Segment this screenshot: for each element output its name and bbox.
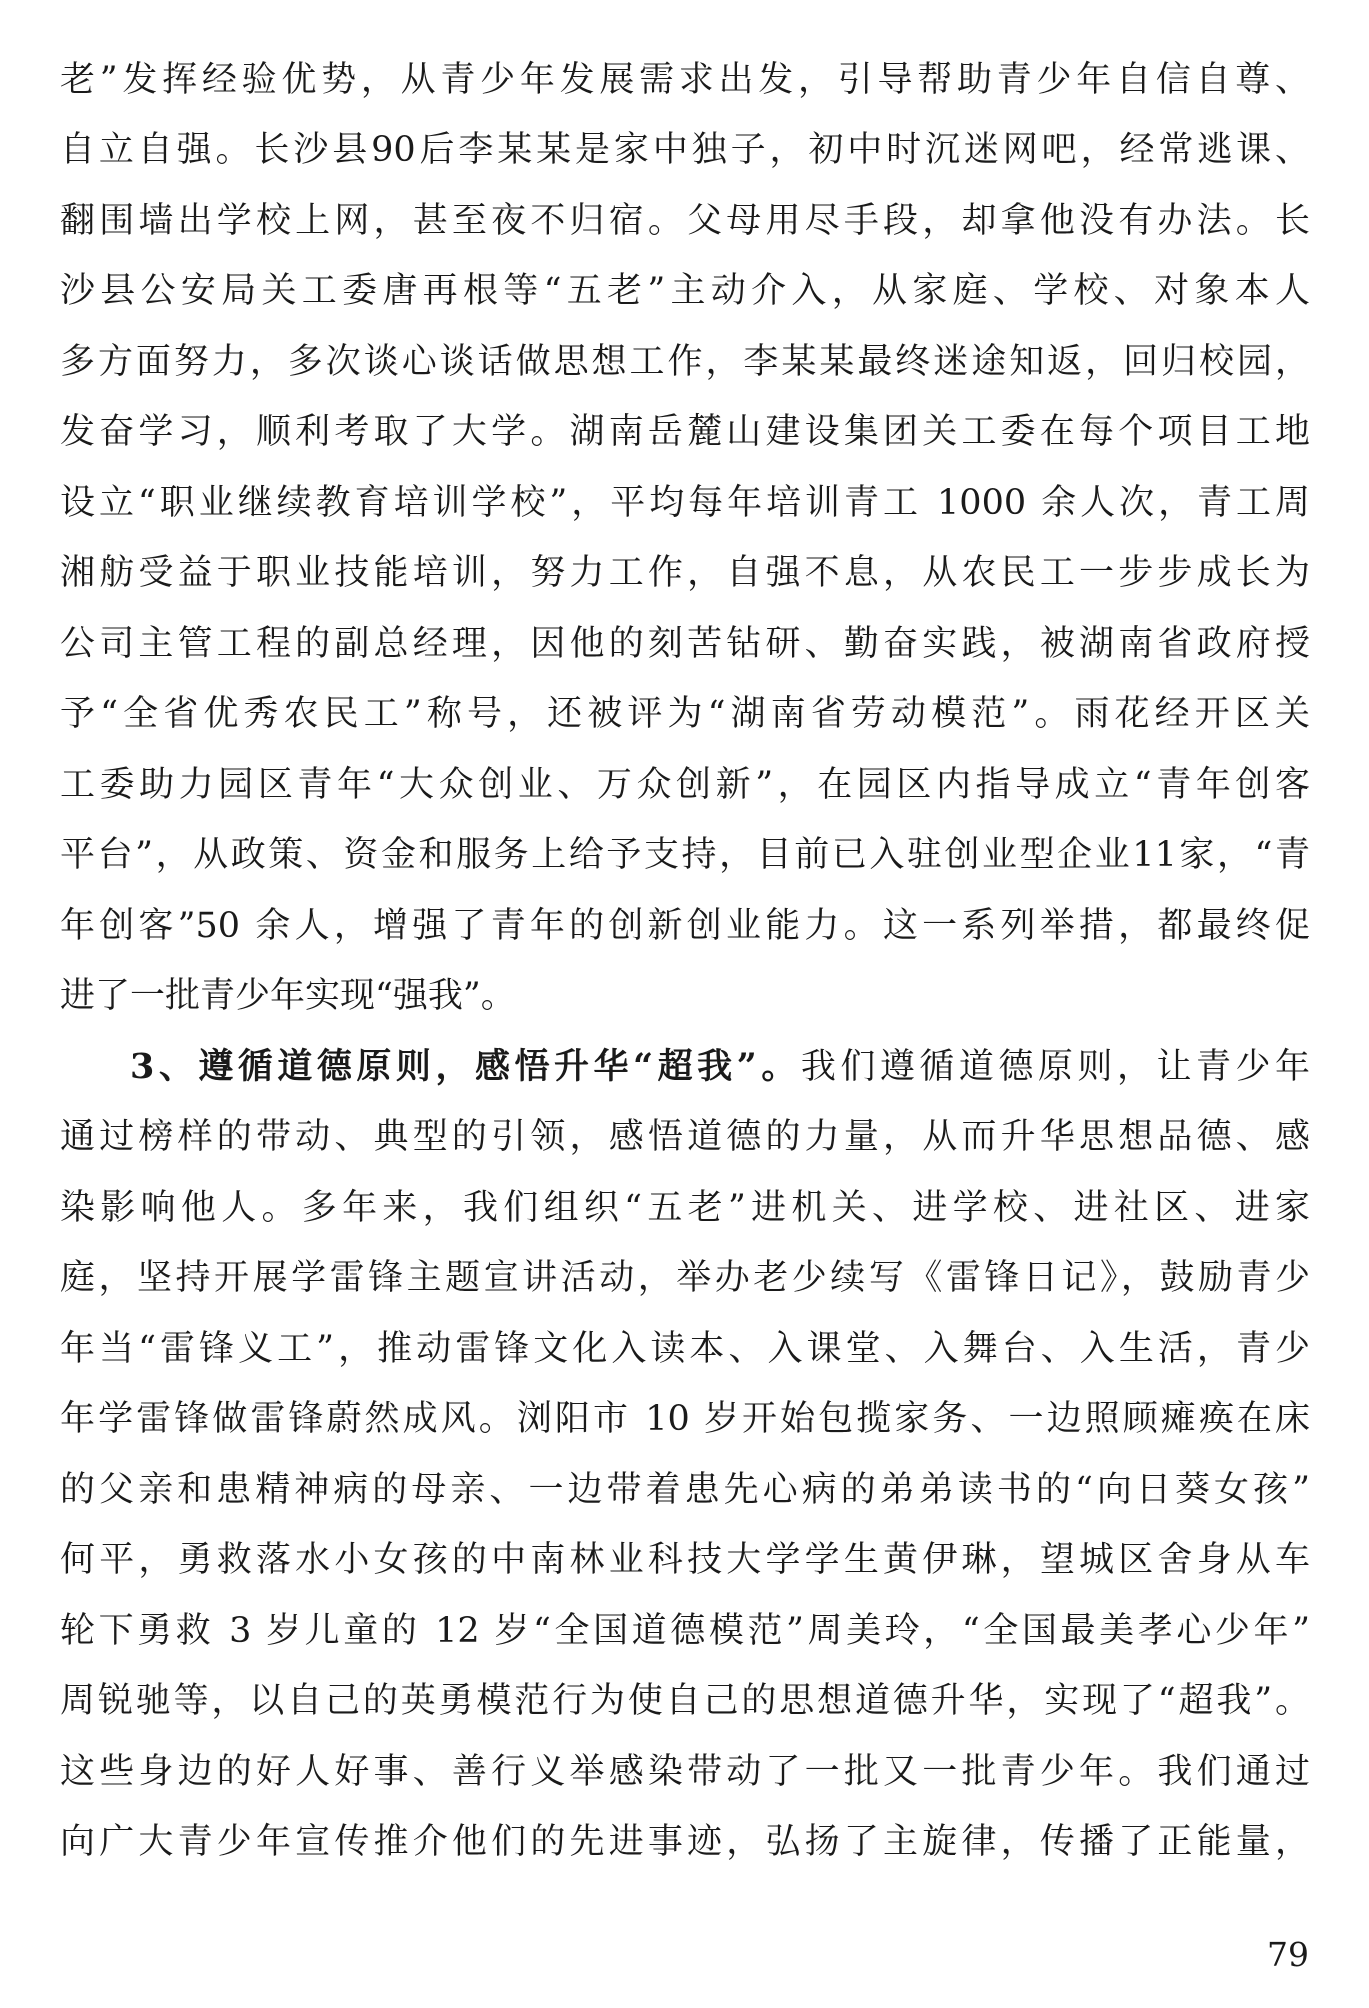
text-line: 周锐驰等，以自己的英勇模范行为使自己的思想道德升华，实现了“超我”。	[60, 1681, 1310, 1721]
text-line: 公司主管工程的副总经理，因他的刻苦钻研、勤奋实践，被湖南省政府授	[60, 624, 1310, 664]
text-line: 的父亲和患精神病的母亲、一边带着患先心病的弟弟读书的“向日葵女孩”	[60, 1470, 1310, 1510]
text-line: 年创客”50 余人，增强了青年的创新创业能力。这一系列举措，都最终促	[60, 906, 1310, 946]
text-line: 湘舫受益于职业技能培训，努力工作，自强不息，从农民工一步步成长为	[60, 553, 1310, 593]
text-line: 向广大青少年宣传推介他们的先进事迹，弘扬了主旋律，传播了正能量，	[60, 1822, 1310, 1862]
text-line: 平台”，从政策、资金和服务上给予支持，目前已入驻创业型企业11家，“青	[60, 835, 1310, 875]
text-line: 设立“职业继续教育培训学校”，平均每年培训青工 1000 余人次，青工周	[60, 483, 1310, 523]
text-line: 轮下勇救 3 岁儿童的 12 岁“全国道德模范”周美玲，“全国最美孝心少年”	[60, 1611, 1310, 1651]
text-line: 予“全省优秀农民工”称号，还被评为“湖南省劳动模范”。雨花经开区关	[60, 694, 1310, 734]
text-line: 发奋学习，顺利考取了大学。湖南岳麓山建设集团关工委在每个项目工地	[60, 412, 1310, 452]
text-line: 庭，坚持开展学雷锋主题宣讲活动，举办老少续写《雷锋日记》，鼓励青少	[60, 1258, 1310, 1298]
text-line: 多方面努力，多次谈心谈话做思想工作，李某某最终迷途知返，回归校园，	[60, 342, 1310, 382]
text-line: 何平，勇救落水小女孩的中南林业科技大学学生黄伊琳，望城区舍身从车	[60, 1540, 1310, 1580]
text-line: 进了一批青少年实现“强我”。	[60, 976, 516, 1016]
text-line: 通过榜样的带动、典型的引领，感悟道德的力量，从而升华思想品德、感	[60, 1117, 1310, 1157]
section-heading-line	[130, 1031, 1310, 1103]
text-line: 工委助力园区青年“大众创业、万众创新”，在园区内指导成立“青年创客	[60, 765, 1310, 805]
text-line: 染影响他人。多年来，我们组织“五老”进机关、进学校、进社区、进家	[60, 1188, 1310, 1228]
text-line: 老”发挥经验优势，从青少年发展需求出发，引导帮助青少年自信自尊、	[60, 60, 1310, 100]
text-line: 翻围墙出学校上网，甚至夜不归宿。父母用尽手段，却拿他没有办法。长	[60, 201, 1310, 241]
text-line: 自立自强。长沙县90后李某某是家中独子，初中时沉迷网吧，经常逃课、	[60, 130, 1310, 170]
text-line: 我们遵循道德原则，让青少年	[800, 1047, 1310, 1087]
page-number: 79	[1267, 1935, 1309, 1974]
text-line: 年学雷锋做雷锋蔚然成风。浏阳市 10 岁开始包揽家务、一边照顾瘫痪在床	[60, 1399, 1310, 1439]
text-line: 沙县公安局关工委唐再根等“五老”主动介入，从家庭、学校、对象本人	[60, 271, 1310, 311]
text-line: 这些身边的好人好事、善行义举感染带动了一批又一批青少年。我们通过	[60, 1752, 1310, 1792]
section-heading: 3、遵循道德原则，感悟升华“超我”。	[130, 1046, 801, 1087]
text-line: 年当“雷锋义工”，推动雷锋文化入读本、入课堂、入舞台、入生活，青少	[60, 1329, 1310, 1369]
